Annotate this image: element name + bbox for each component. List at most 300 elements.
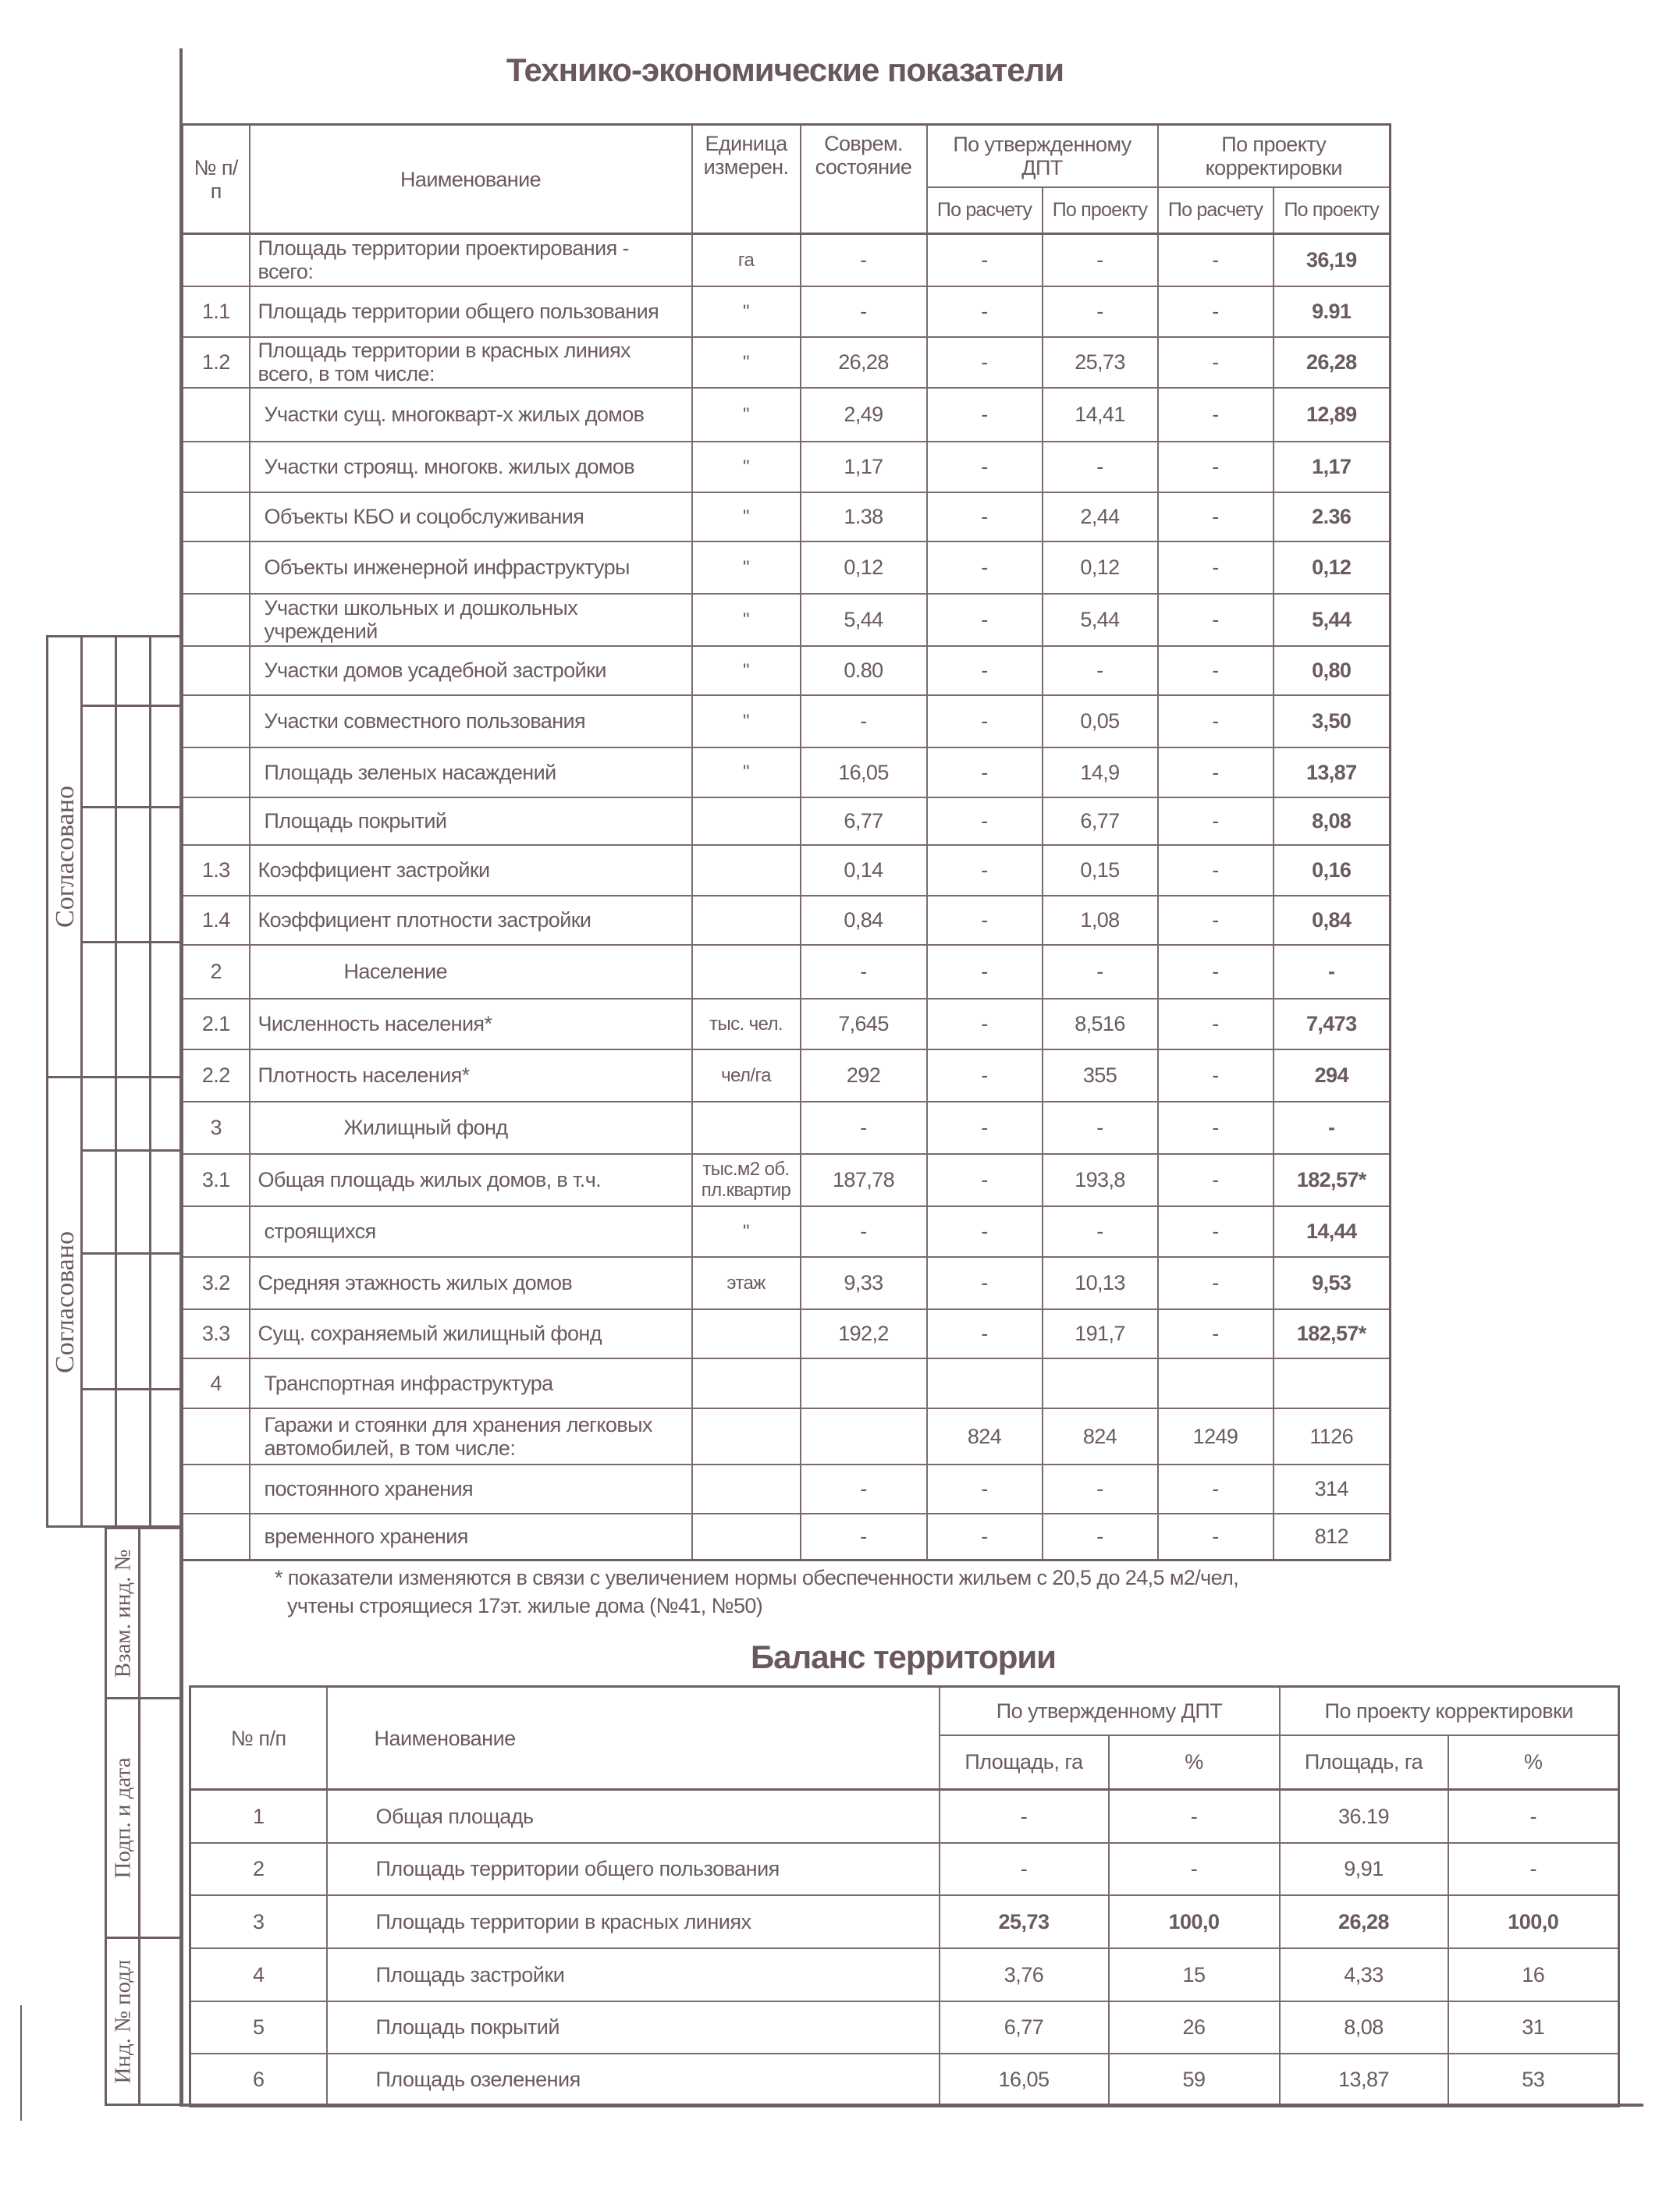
row-name: Участки сущ. многокварт-х жилых домов xyxy=(250,388,692,442)
row-corr-by-project: 8,08 xyxy=(1274,797,1391,845)
row-corr-by-calc: - xyxy=(1158,1102,1274,1154)
row-unit: " xyxy=(692,492,801,541)
row-name: Площадь территории проектирования - всего: xyxy=(250,234,692,286)
row-corr-by-project: 182,57* xyxy=(1274,1309,1391,1358)
balance-row-corr-percent: 16 xyxy=(1448,1948,1619,2001)
row-corr-by-project: 0,12 xyxy=(1274,541,1391,594)
balance-row-corr-percent: 100,0 xyxy=(1448,1895,1619,1948)
row-dpt-by-project: 824 xyxy=(1043,1408,1158,1465)
balance-row-name: Площадь застройки xyxy=(327,1948,940,2001)
row-name: Гаражи и стоянки для хранения легковых автомобилей, в том числе: xyxy=(250,1408,692,1465)
tep-row xyxy=(183,594,1391,646)
balance-row xyxy=(190,2054,1619,2107)
row-corr-by-calc: - xyxy=(1158,594,1274,646)
header-approved-dpt: По утвержденному ДПТ xyxy=(927,125,1158,187)
row-current-state: 7,645 xyxy=(801,999,927,1049)
header-current: Соврем. состояние xyxy=(801,125,927,234)
row-dpt-by-project: 25,73 xyxy=(1043,337,1158,388)
balance-row-corr-area: 36.19 xyxy=(1280,1790,1448,1843)
balance-row-corr-area: 26,28 xyxy=(1280,1895,1448,1948)
row-corr-by-project: 36,19 xyxy=(1274,234,1391,286)
row-current-state: - xyxy=(801,286,927,337)
balance-row-name: Общая площадь xyxy=(327,1790,940,1843)
row-corr-by-project: 314 xyxy=(1274,1465,1391,1514)
row-corr-by-project: 1126 xyxy=(1274,1408,1391,1465)
row-dpt-by-project: 14,9 xyxy=(1043,747,1158,797)
row-unit xyxy=(692,1465,801,1514)
row-corr-by-calc: - xyxy=(1158,1514,1274,1560)
row-corr-by-project: 26,28 xyxy=(1274,337,1391,388)
row-corr-by-project: 9.91 xyxy=(1274,286,1391,337)
balance-header-dpt-percent: % xyxy=(1109,1735,1280,1790)
row-number xyxy=(183,492,250,541)
balance-row-corr-percent: 53 xyxy=(1448,2054,1619,2107)
tep-row xyxy=(183,1102,1391,1154)
row-unit: " xyxy=(692,747,801,797)
balance-row-corr-area: 13,87 xyxy=(1280,2054,1448,2107)
balance-row xyxy=(190,2001,1619,2054)
header-correction: По проекту корректировки xyxy=(1158,125,1391,187)
balance-header-corr-area: Площадь, га xyxy=(1280,1735,1448,1790)
row-unit: " xyxy=(692,695,801,747)
header-corr-by-project: По проекту xyxy=(1274,187,1391,234)
row-dpt-by-project: 2,44 xyxy=(1043,492,1158,541)
row-corr-by-project: - xyxy=(1274,1102,1391,1154)
balance-row-number: 2 xyxy=(190,1843,327,1895)
tep-row xyxy=(183,1408,1391,1465)
row-corr-by-calc: - xyxy=(1158,845,1274,896)
row-current-state: - xyxy=(801,1206,927,1257)
row-dpt-by-calc: - xyxy=(927,286,1043,337)
row-current-state xyxy=(801,1408,927,1465)
row-unit: " xyxy=(692,646,801,695)
row-corr-by-calc: - xyxy=(1158,797,1274,845)
approval-stamp-2-label: Согласовано xyxy=(50,1230,80,1373)
row-current-state: 1,17 xyxy=(801,442,927,492)
row-number xyxy=(183,797,250,845)
row-name: строящихся xyxy=(250,1206,692,1257)
row-number: 2.1 xyxy=(183,999,250,1049)
row-unit xyxy=(692,1514,801,1560)
row-unit: тыс.м2 об. пл.квартир xyxy=(692,1154,801,1206)
row-number: 3.1 xyxy=(183,1154,250,1206)
row-dpt-by-calc: - xyxy=(927,646,1043,695)
tep-title: Технико-экономические показатели xyxy=(506,51,1064,88)
row-corr-by-project: 13,87 xyxy=(1274,747,1391,797)
stamp-divider xyxy=(115,637,117,1076)
row-dpt-by-project: 8,516 xyxy=(1043,999,1158,1049)
stamp-divider xyxy=(80,637,83,1076)
row-number: 3 xyxy=(183,1102,250,1154)
tep-row xyxy=(183,1358,1391,1408)
row-current-state: - xyxy=(801,1465,927,1514)
row-current-state: 26,28 xyxy=(801,337,927,388)
row-dpt-by-project: - xyxy=(1043,1465,1158,1514)
row-name: Площадь зеленых насаждений xyxy=(250,747,692,797)
row-corr-by-calc xyxy=(1158,1358,1274,1408)
stamp-divider xyxy=(80,1078,83,1525)
row-corr-by-project: 14,44 xyxy=(1274,1206,1391,1257)
row-corr-by-project: 12,89 xyxy=(1274,388,1391,442)
tep-table xyxy=(181,123,1391,1561)
row-number xyxy=(183,234,250,286)
row-current-state: 0,14 xyxy=(801,845,927,896)
row-number xyxy=(183,646,250,695)
row-unit: тыс. чел. xyxy=(692,999,801,1049)
stamp-divider xyxy=(149,637,151,1076)
row-unit: " xyxy=(692,286,801,337)
row-current-state: 0,12 xyxy=(801,541,927,594)
row-dpt-by-project: 193,8 xyxy=(1043,1154,1158,1206)
balance-table-body xyxy=(190,1790,1619,2107)
balance-row-dpt-area: 16,05 xyxy=(940,2054,1109,2107)
balance-header-corr-percent: % xyxy=(1448,1735,1619,1790)
header-name: Наименование xyxy=(250,125,692,234)
balance-row xyxy=(190,1895,1619,1948)
row-unit: га xyxy=(692,234,801,286)
row-current-state: 5,44 xyxy=(801,594,927,646)
stamp-divider xyxy=(149,1078,151,1525)
row-name: Участки совместного пользования xyxy=(250,695,692,747)
tep-row xyxy=(183,896,1391,945)
row-name: Площадь покрытий xyxy=(250,797,692,845)
row-dpt-by-calc: - xyxy=(927,1257,1043,1309)
row-name: Площадь территории общего пользования xyxy=(250,286,692,337)
balance-row-dpt-percent: 26 xyxy=(1109,2001,1280,2054)
row-corr-by-project: 3,50 xyxy=(1274,695,1391,747)
original-inv-label: Инд. № подл xyxy=(110,1959,136,2084)
row-corr-by-calc: - xyxy=(1158,646,1274,695)
row-corr-by-calc: - xyxy=(1158,747,1274,797)
row-current-state: 0.80 xyxy=(801,646,927,695)
tep-row xyxy=(183,695,1391,747)
row-corr-by-project: 0,84 xyxy=(1274,896,1391,945)
balance-row-dpt-percent: 100,0 xyxy=(1109,1895,1280,1948)
row-current-state: - xyxy=(801,234,927,286)
original-inv-cell xyxy=(107,1938,140,2105)
row-corr-by-calc: - xyxy=(1158,1049,1274,1102)
row-corr-by-project: 1,17 xyxy=(1274,442,1391,492)
row-dpt-by-project: 6,77 xyxy=(1043,797,1158,845)
approval-stamp-2-label-cell xyxy=(48,1078,82,1525)
row-corr-by-calc: - xyxy=(1158,541,1274,594)
balance-row-dpt-area: 3,76 xyxy=(940,1948,1109,2001)
row-corr-by-calc: - xyxy=(1158,337,1274,388)
row-corr-by-project: 9,53 xyxy=(1274,1257,1391,1309)
tep-row xyxy=(183,234,1391,286)
replacement-inv-cell xyxy=(107,1529,140,1698)
row-dpt-by-calc xyxy=(927,1358,1043,1408)
row-dpt-by-calc: - xyxy=(927,1309,1043,1358)
row-current-state: 192,2 xyxy=(801,1309,927,1358)
row-corr-by-calc: - xyxy=(1158,1257,1274,1309)
row-name: Жилищный фонд xyxy=(250,1102,692,1154)
row-dpt-by-calc: - xyxy=(927,234,1043,286)
row-name: постоянного хранения xyxy=(250,1465,692,1514)
row-name: Сущ. сохраняемый жилищный фонд xyxy=(250,1309,692,1358)
row-current-state: - xyxy=(801,695,927,747)
row-dpt-by-calc: - xyxy=(927,337,1043,388)
row-dpt-by-calc: - xyxy=(927,594,1043,646)
row-name: временного хранения xyxy=(250,1514,692,1560)
row-unit xyxy=(692,896,801,945)
tep-row xyxy=(183,999,1391,1049)
balance-row-corr-percent: - xyxy=(1448,1843,1619,1895)
tep-row xyxy=(183,541,1391,594)
row-corr-by-project: 5,44 xyxy=(1274,594,1391,646)
signature-date-cell xyxy=(107,1699,140,1937)
balance-header-dpt-area: Площадь, га xyxy=(940,1735,1109,1790)
stamp-divider xyxy=(82,806,181,808)
row-corr-by-calc: - xyxy=(1158,999,1274,1049)
balance-row xyxy=(190,1790,1619,1843)
row-number xyxy=(183,1408,250,1465)
row-dpt-by-project: 355 xyxy=(1043,1049,1158,1102)
row-corr-by-calc: - xyxy=(1158,695,1274,747)
row-dpt-by-calc: - xyxy=(927,541,1043,594)
row-name: Участки школьных и дошкольных учреждений xyxy=(250,594,692,646)
row-corr-by-project: 2.36 xyxy=(1274,492,1391,541)
row-dpt-by-project: 10,13 xyxy=(1043,1257,1158,1309)
row-dpt-by-calc: - xyxy=(927,442,1043,492)
header-unit: Единица измерен. xyxy=(692,125,801,234)
row-current-state: 2,49 xyxy=(801,388,927,442)
row-name: Участки строящ. многокв. жилых домов xyxy=(250,442,692,492)
row-dpt-by-calc: - xyxy=(927,896,1043,945)
row-number: 1.1 xyxy=(183,286,250,337)
row-dpt-by-calc: - xyxy=(927,1102,1043,1154)
frame-edge-line xyxy=(20,2005,22,2121)
row-dpt-by-project: 14,41 xyxy=(1043,388,1158,442)
row-current-state: 0,84 xyxy=(801,896,927,945)
balance-row-number: 5 xyxy=(190,2001,327,2054)
row-number xyxy=(183,747,250,797)
row-name: Транспортная инфраструктура xyxy=(250,1358,692,1408)
balance-row-number: 6 xyxy=(190,2054,327,2107)
balance-row-number: 1 xyxy=(190,1790,327,1843)
row-dpt-by-calc: - xyxy=(927,1206,1043,1257)
row-unit xyxy=(692,797,801,845)
row-current-state: 16,05 xyxy=(801,747,927,797)
balance-header-approved-dpt: По утвержденному ДПТ xyxy=(940,1687,1280,1735)
approval-stamp-2 xyxy=(46,1076,183,1528)
row-dpt-by-calc: - xyxy=(927,797,1043,845)
row-corr-by-project: 294 xyxy=(1274,1049,1391,1102)
row-name: Объекты КБО и соцобслуживания xyxy=(250,492,692,541)
row-number: 3.2 xyxy=(183,1257,250,1309)
row-name: Объекты инженерной инфраструктуры xyxy=(250,541,692,594)
row-dpt-by-calc: - xyxy=(927,1514,1043,1560)
header-dpt-by-calc: По расчету xyxy=(927,187,1043,234)
row-corr-by-calc: - xyxy=(1158,234,1274,286)
row-current-state: 9,33 xyxy=(801,1257,927,1309)
row-dpt-by-project: - xyxy=(1043,1102,1158,1154)
row-unit: " xyxy=(692,388,801,442)
row-corr-by-calc: - xyxy=(1158,1154,1274,1206)
row-unit: " xyxy=(692,337,801,388)
row-unit xyxy=(692,945,801,999)
row-dpt-by-calc: - xyxy=(927,945,1043,999)
header-num: № п/п xyxy=(183,125,250,234)
row-dpt-by-project: - xyxy=(1043,646,1158,695)
tep-row xyxy=(183,945,1391,999)
row-dpt-by-project: 0,15 xyxy=(1043,845,1158,896)
row-current-state: 187,78 xyxy=(801,1154,927,1206)
signature-date-label: Подп. и дата xyxy=(110,1757,136,1879)
balance-title: Баланс территории xyxy=(750,1639,1056,1675)
row-unit xyxy=(692,1408,801,1465)
row-dpt-by-project: - xyxy=(1043,1206,1158,1257)
balance-row-corr-area: 4,33 xyxy=(1280,1948,1448,2001)
stamp-divider xyxy=(82,941,181,943)
inventory-stamp xyxy=(105,1527,183,2106)
row-unit xyxy=(692,1358,801,1408)
balance-header-num: № п/п xyxy=(190,1687,327,1790)
row-current-state: 292 xyxy=(801,1049,927,1102)
tep-row xyxy=(183,388,1391,442)
row-unit: " xyxy=(692,541,801,594)
row-name: Участки домов усадебной застройки xyxy=(250,646,692,695)
row-number: 2.2 xyxy=(183,1049,250,1102)
row-name: Коэффициент застройки xyxy=(250,845,692,896)
tep-row xyxy=(183,492,1391,541)
row-unit: этаж xyxy=(692,1257,801,1309)
tep-row xyxy=(183,442,1391,492)
header-dpt-by-project: По проекту xyxy=(1043,187,1158,234)
row-corr-by-calc: - xyxy=(1158,1309,1274,1358)
balance-row-dpt-area: 6,77 xyxy=(940,2001,1109,2054)
row-dpt-by-calc: - xyxy=(927,747,1043,797)
row-number: 2 xyxy=(183,945,250,999)
stamp-divider xyxy=(115,1078,117,1525)
row-number xyxy=(183,1465,250,1514)
row-number xyxy=(183,594,250,646)
header-corr-by-calc: По расчету xyxy=(1158,187,1274,234)
row-name: Численность населения* xyxy=(250,999,692,1049)
row-name: Коэффициент плотности застройки xyxy=(250,896,692,945)
balance-row-corr-area: 8,08 xyxy=(1280,2001,1448,2054)
footnote-line-2: учтены строящиеся 17эт. жилые дома (№41, №50) xyxy=(287,1594,763,1617)
row-corr-by-calc: - xyxy=(1158,896,1274,945)
row-corr-by-project: 7,473 xyxy=(1274,999,1391,1049)
row-current-state: 6,77 xyxy=(801,797,927,845)
row-number: 3.3 xyxy=(183,1309,250,1358)
balance-row-corr-percent: 31 xyxy=(1448,2001,1619,2054)
row-corr-by-calc: - xyxy=(1158,1465,1274,1514)
balance-row xyxy=(190,1948,1619,2001)
footnote xyxy=(275,1559,1238,1620)
balance-row-dpt-percent: - xyxy=(1109,1843,1280,1895)
balance-row-dpt-area: 25,73 xyxy=(940,1895,1109,1948)
tep-row xyxy=(183,1465,1391,1514)
tep-row xyxy=(183,337,1391,388)
row-corr-by-calc: - xyxy=(1158,286,1274,337)
row-corr-by-project: 0,80 xyxy=(1274,646,1391,695)
row-unit: " xyxy=(692,1206,801,1257)
balance-row-dpt-percent: - xyxy=(1109,1790,1280,1843)
tep-row xyxy=(183,1257,1391,1309)
row-dpt-by-project xyxy=(1043,1358,1158,1408)
row-corr-by-project: - xyxy=(1274,945,1391,999)
balance-row-name: Площадь покрытий xyxy=(327,2001,940,2054)
row-number: 4 xyxy=(183,1358,250,1408)
tep-table-body xyxy=(183,234,1391,1560)
balance-row-corr-percent: - xyxy=(1448,1790,1619,1843)
row-dpt-by-calc: - xyxy=(927,388,1043,442)
row-dpt-by-project: - xyxy=(1043,234,1158,286)
tep-row xyxy=(183,646,1391,695)
row-dpt-by-project: - xyxy=(1043,286,1158,337)
row-number: 1.2 xyxy=(183,337,250,388)
balance-header-row xyxy=(190,1687,1619,1735)
balance-header-name: Наименование xyxy=(327,1687,940,1790)
row-number xyxy=(183,442,250,492)
approval-stamp-1 xyxy=(46,635,183,1078)
tep-row xyxy=(183,1206,1391,1257)
row-dpt-by-project: 0,05 xyxy=(1043,695,1158,747)
tep-row xyxy=(183,797,1391,845)
row-dpt-by-calc: - xyxy=(927,999,1043,1049)
tep-row xyxy=(183,286,1391,337)
row-name: Общая площадь жилых домов, в т.ч. xyxy=(250,1154,692,1206)
row-unit xyxy=(692,845,801,896)
tep-header-row xyxy=(183,125,1391,187)
row-dpt-by-calc: - xyxy=(927,1154,1043,1206)
row-corr-by-project: 0,16 xyxy=(1274,845,1391,896)
stamp-divider xyxy=(82,1388,181,1390)
row-dpt-by-project: 191,7 xyxy=(1043,1309,1158,1358)
row-dpt-by-project: 5,44 xyxy=(1043,594,1158,646)
row-corr-by-project xyxy=(1274,1358,1391,1408)
row-dpt-by-project: 0,12 xyxy=(1043,541,1158,594)
row-current-state xyxy=(801,1358,927,1408)
row-corr-by-calc: - xyxy=(1158,388,1274,442)
tep-row xyxy=(183,1514,1391,1560)
balance-row xyxy=(190,1843,1619,1895)
row-dpt-by-project: 1,08 xyxy=(1043,896,1158,945)
row-dpt-by-project: - xyxy=(1043,1514,1158,1560)
row-current-state: 1.38 xyxy=(801,492,927,541)
row-corr-by-calc: - xyxy=(1158,1206,1274,1257)
row-current-state: - xyxy=(801,1514,927,1560)
row-number: 1.4 xyxy=(183,896,250,945)
row-unit xyxy=(692,1309,801,1358)
row-unit xyxy=(692,1102,801,1154)
balance-row-name: Площадь озеленения xyxy=(327,2054,940,2107)
row-current-state: - xyxy=(801,1102,927,1154)
row-unit: " xyxy=(692,442,801,492)
row-corr-by-calc: - xyxy=(1158,945,1274,999)
row-unit: чел/га xyxy=(692,1049,801,1102)
row-corr-by-calc: 1249 xyxy=(1158,1408,1274,1465)
balance-row-dpt-area: - xyxy=(940,1843,1109,1895)
row-dpt-by-project: - xyxy=(1043,442,1158,492)
row-dpt-by-calc: - xyxy=(927,845,1043,896)
row-name: Плотность населения* xyxy=(250,1049,692,1102)
footnote-line-1: * показатели изменяются в связи с увеличением нормы обеспеченности жильем с 20,5 до 24,5 м2/чел, xyxy=(275,1566,1239,1589)
row-corr-by-project: 182,57* xyxy=(1274,1154,1391,1206)
row-number xyxy=(183,695,250,747)
row-name: Средняя этажность жилых домов xyxy=(250,1257,692,1309)
row-dpt-by-calc: - xyxy=(927,695,1043,747)
stamp-divider xyxy=(82,1252,181,1255)
row-number: 1.3 xyxy=(183,845,250,896)
tep-row xyxy=(183,1154,1391,1206)
balance-row-name: Площадь территории в красных линиях xyxy=(327,1895,940,1948)
row-name: Население xyxy=(250,945,692,999)
balance-header-correction: По проекту корректировки xyxy=(1280,1687,1619,1735)
balance-row-number: 3 xyxy=(190,1895,327,1948)
